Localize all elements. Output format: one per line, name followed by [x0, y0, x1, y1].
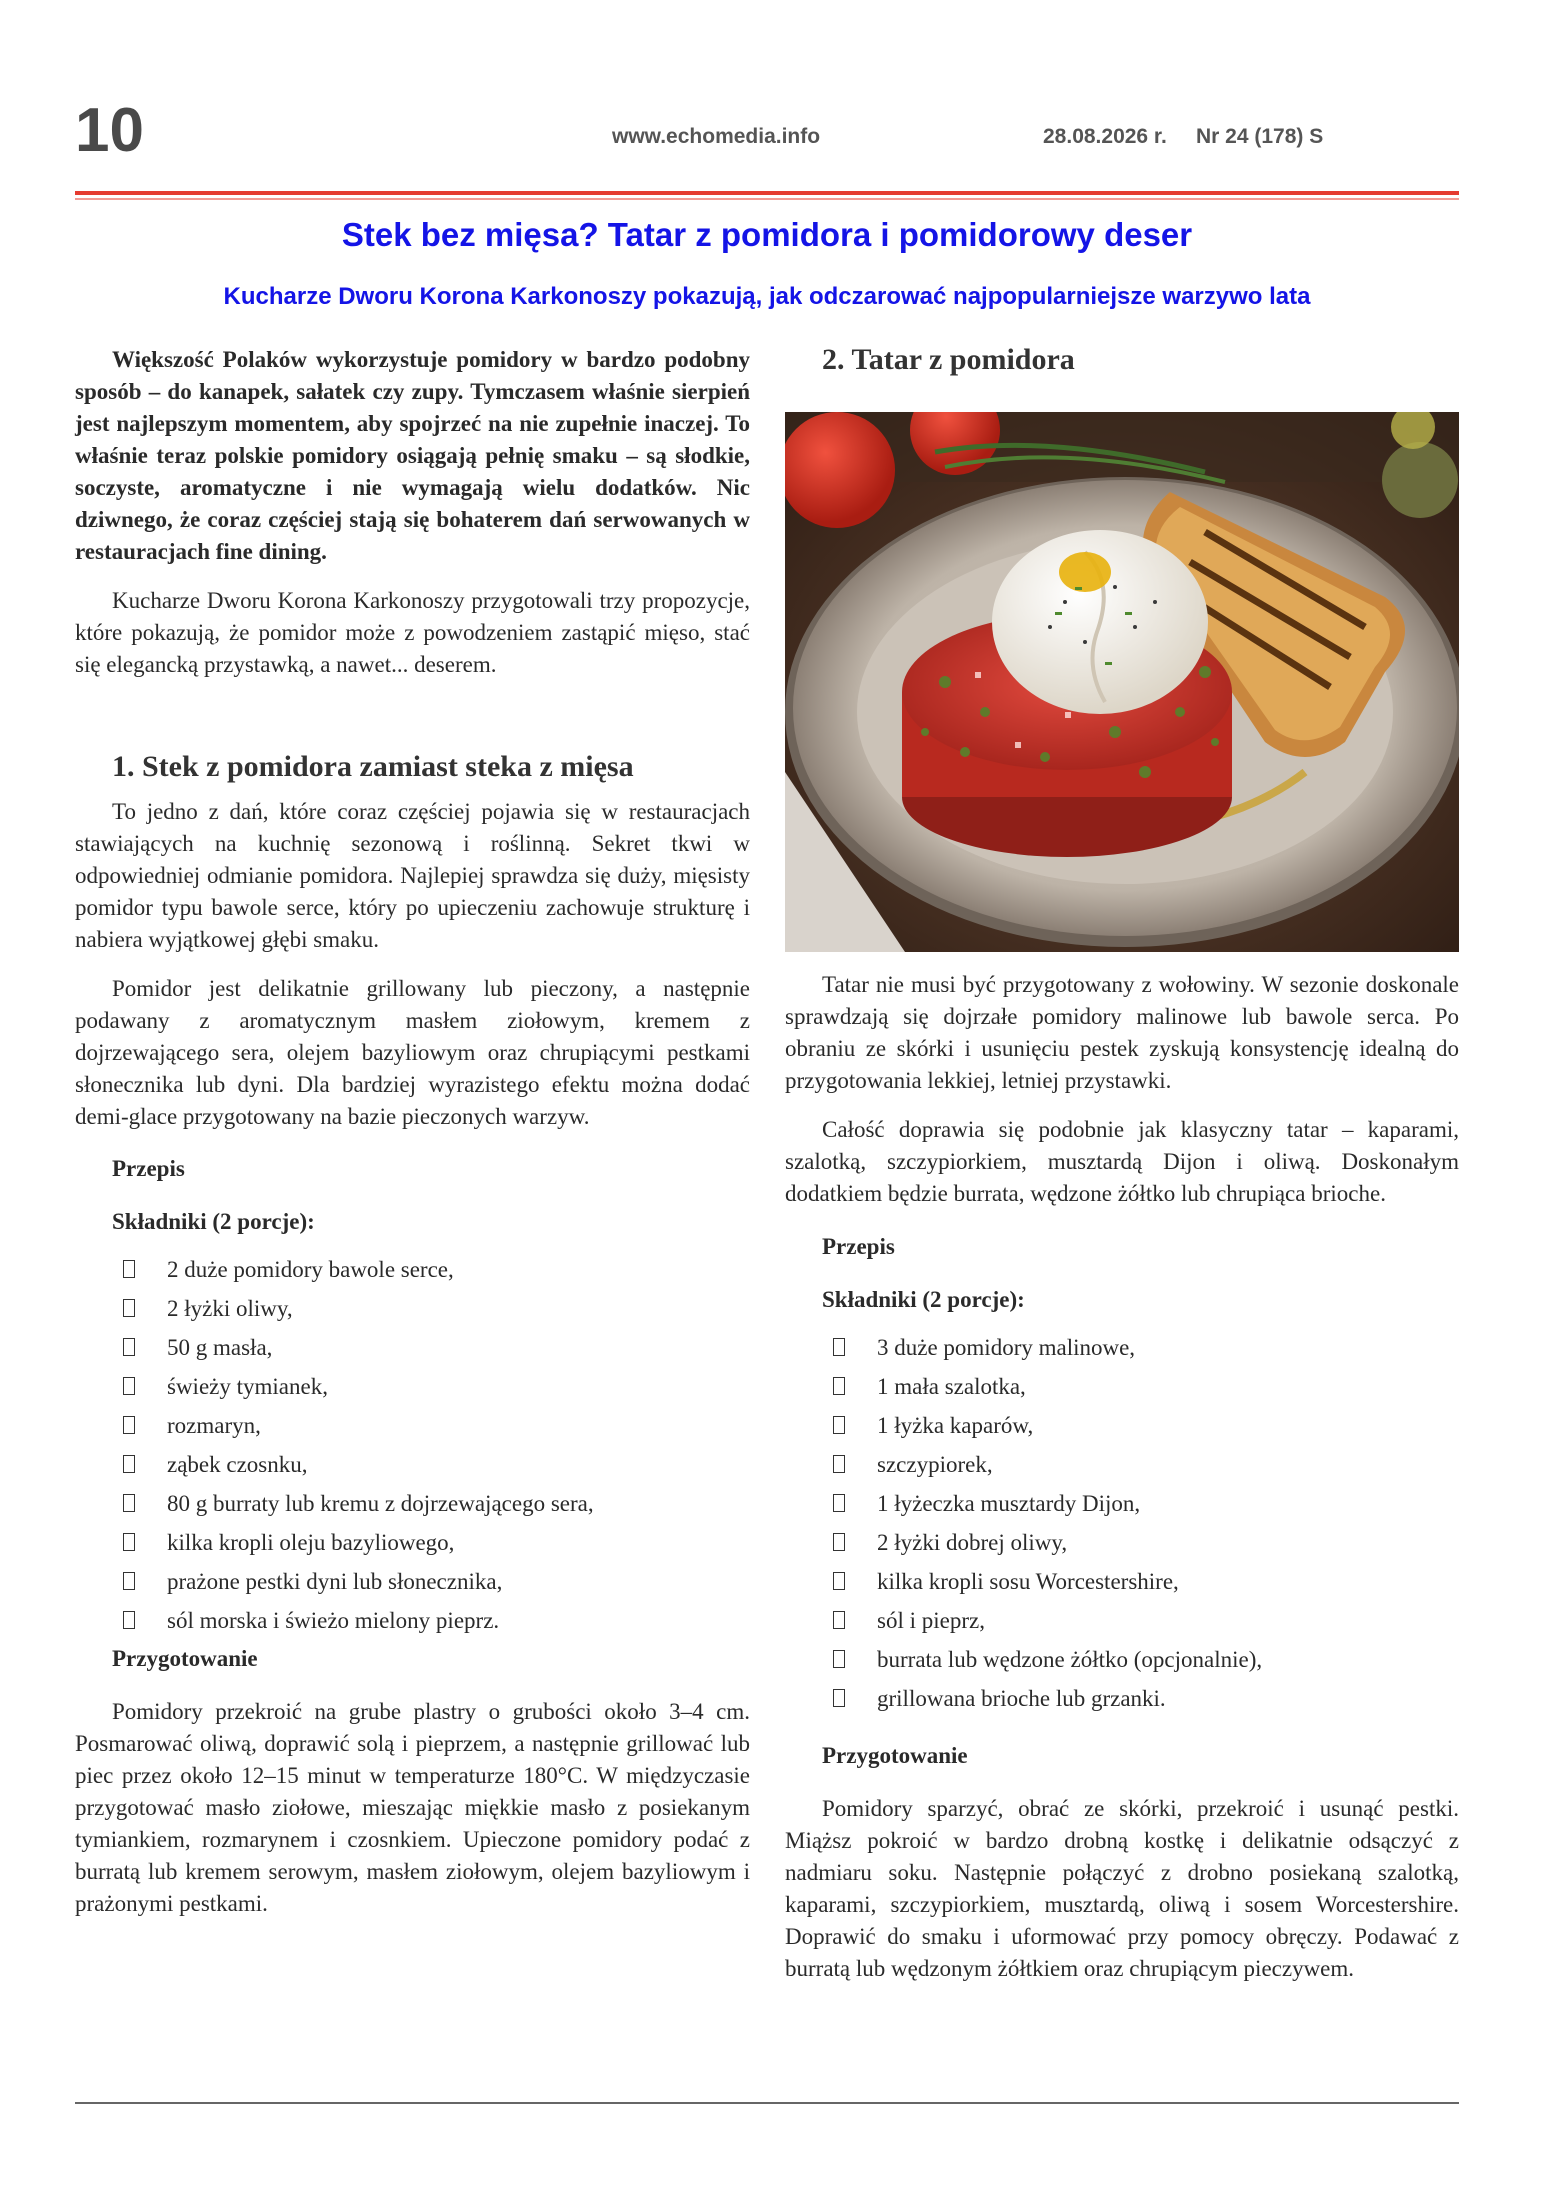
- section1-recipe-label: Przepis: [112, 1156, 185, 1181]
- section2-ingredient-list: [785, 1328, 1459, 1718]
- bullet-box-icon: [123, 1416, 135, 1434]
- header-rule-pink: [75, 198, 1459, 200]
- section2-heading: 2. Tatar z pomidora: [822, 343, 1075, 376]
- bullet-box-icon: [123, 1494, 135, 1512]
- bullet-box-icon: [123, 1260, 135, 1278]
- article-subtitle: Kucharze Dworu Korona Karkonoszy pokazują, jak odczarować najpopularniejsze warzywo lata: [223, 283, 1311, 310]
- page-number: 10: [75, 96, 144, 165]
- issue-date: 28.08.2026 r.: [1043, 125, 1167, 148]
- bullet-box-icon: [833, 1533, 845, 1551]
- issue-info: [1043, 125, 1323, 149]
- section1-paragraph-2: Pomidor jest delikatnie grillowany lub pieczony, a następnie podawany z aromatycznym masłem ziołowym, kremem z dojrzewającego sera, olejem bazyliowym oraz chrupiącymi pestkami słonecznika lub dyni. Dla bardziej wyrazistego efektu można dodać demi-glace przygotowany na bazie pieczonych warzyw.: [75, 976, 750, 1129]
- bullet-box-icon: [123, 1533, 135, 1551]
- tatar-photo: [785, 412, 1459, 952]
- section1-ingredients-label: Składniki (2 porcje):: [112, 1209, 315, 1234]
- section2-ingredients-label: Składniki (2 porcje):: [822, 1287, 1025, 1312]
- bullet-box-icon: [833, 1494, 845, 1512]
- section1-prep-text: Pomidory przekroić na grube plastry o grubości około 3–4 cm. Posmarować oliwą, doprawić solą i pieprzem, a następnie grillować lub piec przez około 12–15 minut w temperaturze 180°C. W międzyczasie przygotować masło ziołowe, mieszając miękkie masło z posiekanym tymiankiem, rozmarynem i czosnkiem. Upieczone pomidory podać z burratą lub kremem serowym, masłem ziołowym, olejem bazyliowym i prażonymi pestkami.: [75, 1699, 750, 1916]
- left-column: [75, 344, 750, 1920]
- list-item: ząbek czosnku,: [123, 1445, 750, 1484]
- bullet-box-icon: [123, 1611, 135, 1629]
- bullet-box-icon: [833, 1338, 845, 1356]
- list-item: sól i pieprz,: [833, 1601, 1459, 1640]
- list-item: 2 łyżki oliwy,: [123, 1289, 750, 1328]
- website-url: www.echomedia.info: [612, 125, 821, 148]
- issue-number: Nr 24 (178) S: [1195, 125, 1324, 148]
- bullet-box-icon: [833, 1455, 845, 1473]
- bullet-box-icon: [833, 1611, 845, 1629]
- section2-paragraph-2: Całość doprawia się podobnie jak klasyczny tatar – kaparami, szalotką, szczypiorkiem, musztardą Dijon i oliwą. Doskonałym dodatkiem będzie burrata, wędzone żółtko lub chrupiąca brioche.: [785, 1117, 1459, 1206]
- list-item: 2 duże pomidory bawole serce,: [123, 1250, 750, 1289]
- bullet-box-icon: [833, 1650, 845, 1668]
- bullet-box-icon: [123, 1572, 135, 1590]
- section2-recipe-label: Przepis: [822, 1234, 895, 1259]
- bullet-box-icon: [123, 1377, 135, 1395]
- intro-paragraph: Kucharze Dworu Korona Karkonoszy przygotowali trzy propozycje, które pokazują, że pomidor może z powodzeniem zastąpić mięso, stać się elegancką przystawką, a nawet... deserem.: [75, 588, 750, 677]
- bullet-box-icon: [833, 1572, 845, 1590]
- bullet-box-icon: [833, 1416, 845, 1434]
- bullet-box-icon: [833, 1689, 845, 1707]
- bullet-box-icon: [833, 1377, 845, 1395]
- bullet-box-icon: [123, 1455, 135, 1473]
- list-item: szczypiorek,: [833, 1445, 1459, 1484]
- list-item: sól morska i świeżo mielony pieprz.: [123, 1601, 750, 1640]
- list-item: 2 łyżki dobrej oliwy,: [833, 1523, 1459, 1562]
- header-rule-red: [75, 191, 1459, 195]
- section2-prep-label: Przygotowanie: [822, 1743, 968, 1768]
- section2-prep-text: Pomidory sparzyć, obrać ze skórki, przekroić i usunąć pestki. Miąższ pokroić w bardzo drobną kostkę i delikatnie odsączyć z nadmiaru soku. Następnie połączyć z drobno posiekaną szalotką, kaparami, szczypiorkiem, musztardą, oliwą i sosem Worcestershire. Doprawić do smaku i uformować przy pomocy obręczy. Podawać z burratą lub wędzonym żółtkiem oraz chrupiącym pieczywem.: [785, 1796, 1459, 1981]
- list-item: 1 łyżka kaparów,: [833, 1406, 1459, 1445]
- list-item: 50 g masła,: [123, 1328, 750, 1367]
- list-item: 1 mała szalotka,: [833, 1367, 1459, 1406]
- list-item: 80 g burraty lub kremu z dojrzewającego sera,: [123, 1484, 750, 1523]
- section2-paragraph-1: Tatar nie musi być przygotowany z wołowiny. W sezonie doskonale sprawdzają się dojrzałe pomidory malinowe lub bawole serca. Po obraniu ze skórki i usunięciu pestek zyskują konsystencję idealną do przygotowania lekkiej, letniej przystawki.: [785, 972, 1459, 1093]
- list-item: 1 łyżeczka musztardy Dijon,: [833, 1484, 1459, 1523]
- list-item: grillowana brioche lub grzanki.: [833, 1679, 1459, 1718]
- list-item: świeży tymianek,: [123, 1367, 750, 1406]
- section1-prep-label: Przygotowanie: [112, 1646, 258, 1671]
- bullet-box-icon: [123, 1299, 135, 1317]
- section1-paragraph-1: To jedno z dań, które coraz częściej pojawia się w restauracjach stawiających na kuchnię sezonową i roślinną. Sekret tkwi w odpowiedniej odmianie pomidora. Najlepiej sprawdza się duży, mięsisty pomidor typu bawole serce, który po upieczeniu zachowuje strukturę i nabiera wyjątkowej głębi smaku.: [75, 799, 750, 952]
- bullet-box-icon: [123, 1338, 135, 1356]
- list-item: kilka kropli oleju bazyliowego,: [123, 1523, 750, 1562]
- article-title: Stek bez mięsa? Tatar z pomidora i pomidorowy deser: [341, 216, 1193, 253]
- list-item: 3 duże pomidory malinowe,: [833, 1328, 1459, 1367]
- list-item: burrata lub wędzone żółtko (opcjonalnie),: [833, 1640, 1459, 1679]
- list-item: kilka kropli sosu Worcestershire,: [833, 1562, 1459, 1601]
- section1-heading: 1. Stek z pomidora zamiast steka z mięsa: [112, 750, 634, 783]
- lead-paragraph: Większość Polaków wykorzystuje pomidory w bardzo podobny sposób – do kanapek, sałatek czy zupy. Tymczasem właśnie sierpień jest najlepszym momentem, aby spojrzeć na nie zupełnie inaczej. To właśnie teraz polskie pomidory osiągają pełnię smaku – są słodkie, soczyste, aromatyczne i nie wymagają wielu dodatków. Nic dziwnego, że coraz częściej stają się bohaterem dań serwowanych w restauracjach fine dining.: [75, 347, 750, 564]
- list-item: prażone pestki dyni lub słonecznika,: [123, 1562, 750, 1601]
- list-item: rozmaryn,: [123, 1406, 750, 1445]
- right-column: [785, 969, 1459, 1985]
- footer-rule: [75, 2102, 1459, 2104]
- section1-ingredient-list: [75, 1250, 750, 1640]
